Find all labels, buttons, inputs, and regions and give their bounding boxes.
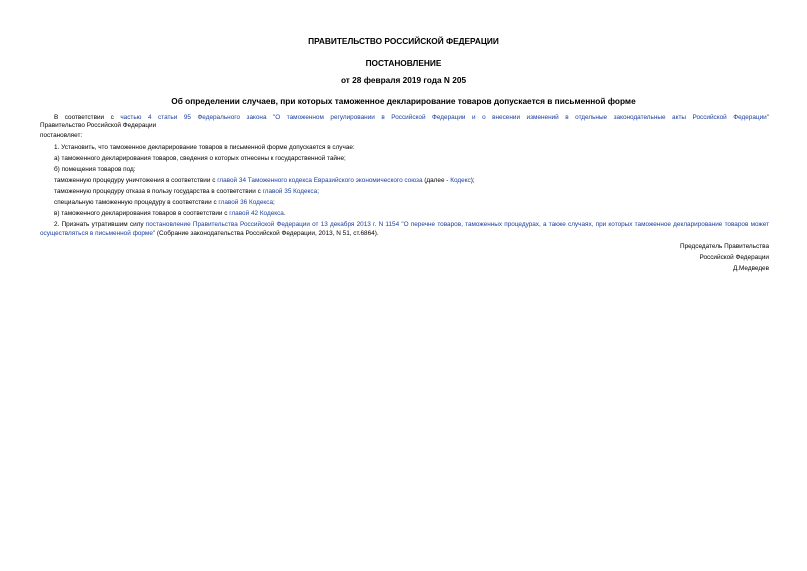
preamble-prefix: В соответствии с xyxy=(54,114,121,121)
customs-code-chapter-34-link[interactable]: главой 34 Таможенного кодекса Евразийского экономического союза xyxy=(217,177,423,184)
item-1-b-2-suffix: ; xyxy=(317,188,319,195)
item-1-c-suffix: . xyxy=(283,210,286,217)
chapter-42-link[interactable]: главой 42 Кодекса xyxy=(229,210,284,217)
resolution-1154-link[interactable]: постановление Правительства Российской Федерации от 13 декабря 2013 г. N 1154 "О перечне товаров, таможенных процедурах, а также случаях, при которых таможенное декларирование товаров может осуществляться в письменной форме" xyxy=(40,221,769,237)
item-1-b-3 xyxy=(54,199,275,207)
chapter-35-link[interactable]: главой 35 Кодекса xyxy=(262,188,318,195)
preamble-resolves: постановляет: xyxy=(40,132,83,139)
preamble-government: Правительство Российской Федерации xyxy=(40,122,157,129)
item-1-b-1-suffix: ); xyxy=(470,177,475,184)
item-1: 1. Установить, что таможенное декларирование товаров в письменной форме допускается в случае: xyxy=(54,144,355,151)
signature-name: Д.Медведев xyxy=(732,265,769,272)
signature-title-2: Российской Федерации xyxy=(699,254,769,261)
item-2-prefix: 2. Признать утратившим силу xyxy=(54,221,146,228)
item-1-b-2 xyxy=(54,188,319,196)
item-1-b-3-prefix: специальную таможенную процедуру в соответствии с xyxy=(54,199,219,206)
customs-code-link[interactable]: Кодекс xyxy=(450,177,471,184)
item-1-b-1 xyxy=(54,177,475,185)
signature-title-1: Председатель Правительства xyxy=(680,243,769,250)
item-1-b-1-prefix: таможенную процедуру уничтожения в соответствии с xyxy=(54,177,218,184)
date-number-heading: от 28 февраля 2019 года N 205 xyxy=(340,75,467,85)
chapter-36-link[interactable]: главой 36 Кодекса xyxy=(218,199,274,206)
document-type-heading: ПОСТАНОВЛЕНИЕ xyxy=(365,58,442,68)
item-2-suffix: (Собрание законодательства Российской Федерации, 2013, N 51, ст.6864). xyxy=(155,230,379,237)
item-2 xyxy=(40,220,769,238)
federal-law-link[interactable]: частью 4 статьи 95 Федерального закона "О таможенном регулировании в Российской Федерации и о внесении изменений в отдельные законодательные акты Российской Федерации" xyxy=(120,114,769,121)
item-1-b-1-middle: (далее - xyxy=(422,177,451,184)
item-1-c xyxy=(54,210,286,218)
government-heading: ПРАВИТЕЛЬСТВО РОССИЙСКОЙ ФЕДЕРАЦИИ xyxy=(308,36,499,46)
item-1-b: б) помещения товаров под: xyxy=(54,166,136,173)
item-1-b-3-suffix: ; xyxy=(273,199,275,206)
item-1-b-2-prefix: таможенную процедуру отказа в пользу государства в соответствии с xyxy=(54,188,263,195)
item-1-a: а) таможенного декларирования товаров, сведения о которых отнесены к государственной тайне; xyxy=(54,155,346,162)
item-1-c-prefix: в) таможенного декларирования товаров в соответствии с xyxy=(54,210,230,217)
preamble-line xyxy=(40,113,769,122)
document-title: Об определении случаев, при которых таможенное декларирование товаров допускается в письменной форме xyxy=(171,96,636,106)
